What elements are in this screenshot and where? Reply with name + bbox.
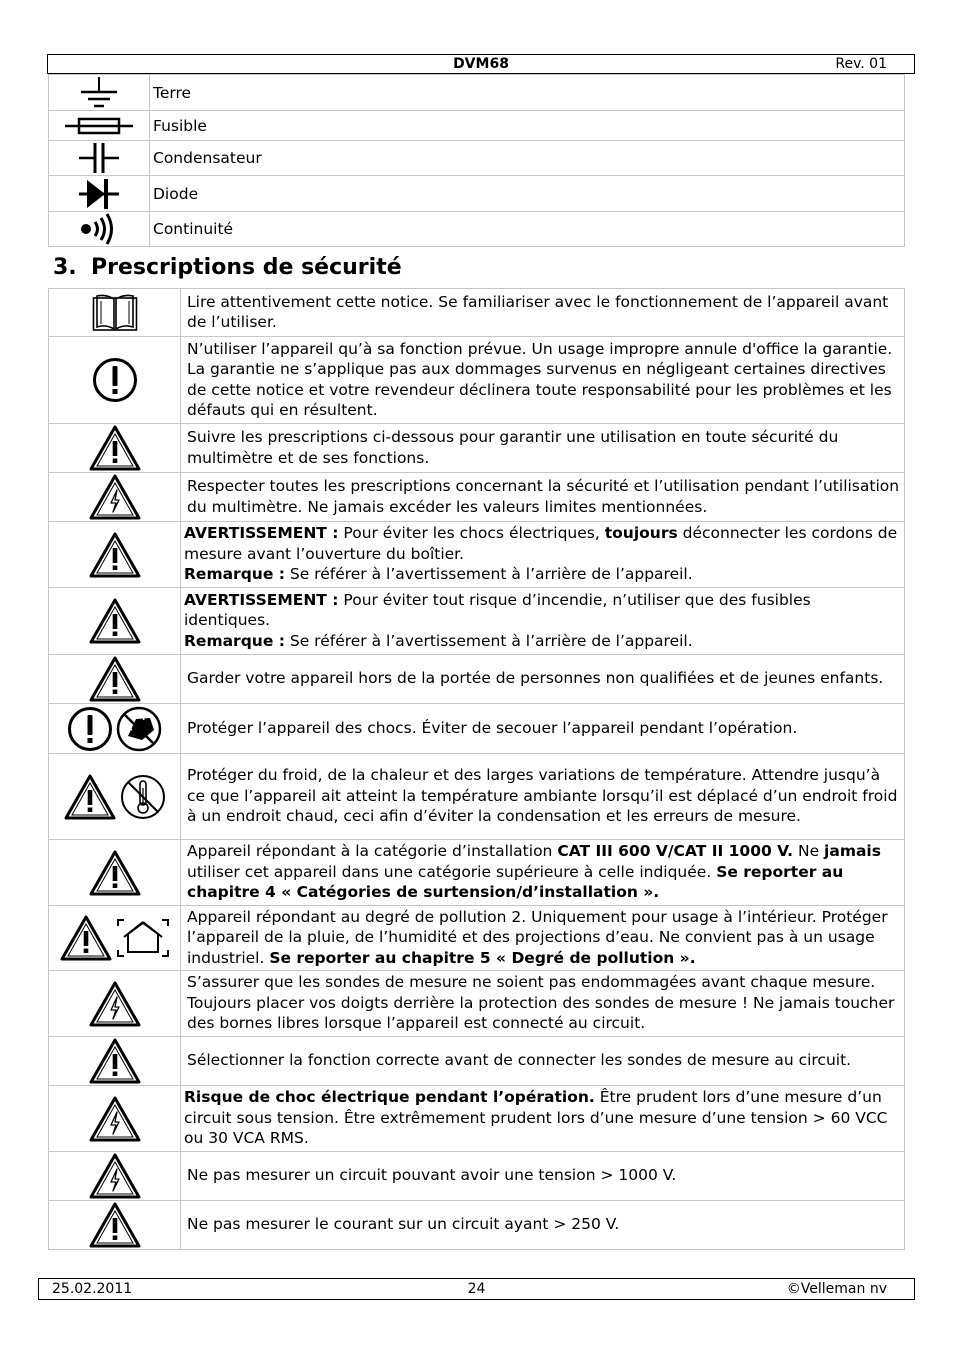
text-run: Appareil répondant au degré de pollution 2. Uniquement pour usage à l’intérieur. Protéger l’appareil de la pluie, de l’humidité et des projections d’eau. Ne convient pas à un usage industriel. xyxy=(187,907,888,967)
high-voltage-triangle-icon xyxy=(88,980,142,1028)
safety-icon-cell xyxy=(49,971,181,1037)
warning-triangle-icon xyxy=(88,531,142,579)
safety-icon-cell xyxy=(49,337,181,424)
symbol-label: Diode xyxy=(150,176,905,212)
exclamation-circle-icon xyxy=(92,357,138,403)
safety-text xyxy=(181,424,905,473)
capacitor-icon xyxy=(79,142,119,174)
safety-icon-cell xyxy=(49,1086,181,1152)
text-run: Garder votre appareil hors de la portée de personnes non qualifiées et de jeunes enfants. xyxy=(187,669,884,688)
text-run: Ne xyxy=(793,842,825,861)
safety-row xyxy=(49,1201,905,1250)
safety-text xyxy=(181,1086,905,1152)
continuity-icon xyxy=(79,212,119,246)
safety-icon-cell xyxy=(49,840,181,906)
warning-triangle-icon xyxy=(59,914,113,962)
page-header xyxy=(47,54,915,74)
text-run: Se référer à l’avertissement à l’arrière de l’appareil. xyxy=(284,631,693,650)
safety-icon-cell xyxy=(49,1152,181,1201)
safety-icon-cell xyxy=(49,1037,181,1086)
safety-row xyxy=(49,1152,905,1201)
bold-text: AVERTISSEMENT : xyxy=(184,590,339,609)
exclamation-circle-icon xyxy=(67,706,113,752)
text-run: utiliser cet appareil dans une catégorie supérieure à celle indiquée. xyxy=(187,862,717,881)
symbol-label: Fusible xyxy=(150,111,905,141)
text-run: Pour éviter tout risque d’incendie, n’utiliser que des fusibles identiques. xyxy=(184,590,811,630)
safety-icon-cell xyxy=(49,289,181,337)
safety-text xyxy=(181,588,905,655)
symbol-icon-cell xyxy=(49,111,150,141)
safety-row xyxy=(49,704,905,754)
bold-text: toujours xyxy=(604,524,678,543)
diode-icon xyxy=(79,177,119,211)
safety-text xyxy=(181,473,905,522)
text-run: N’utiliser l’appareil qu’à sa fonction prévue. Un usage impropre annule d'office la garantie. La garantie ne s’applique pas aux dommages survenus en négligeant certaines directives de cette notice et votre revendeur déclinera toute responsabilité pour les problèmes et les défauts qui en résultent. xyxy=(187,339,893,419)
text-run: Sélectionner la fonction correcte avant de connecter les sondes de mesure au circuit. xyxy=(187,1051,852,1070)
safety-row xyxy=(49,906,905,971)
symbol-icon-cell xyxy=(49,141,150,176)
safety-row xyxy=(49,1086,905,1152)
safety-row xyxy=(49,1037,905,1086)
safety-text xyxy=(181,971,905,1037)
safety-table xyxy=(48,288,905,1250)
text-run: Être prudent lors d’une mesure d’un circuit sous tension. Être extrêmement prudent lors d’une mesure d’une tension > 60 VCC ou 30 VCA RMS. xyxy=(184,1088,888,1148)
high-voltage-triangle-icon xyxy=(88,473,142,521)
safety-icon-cell xyxy=(49,1201,181,1250)
symbol-row xyxy=(49,141,905,176)
safety-text xyxy=(181,1201,905,1250)
bold-text: AVERTISSEMENT : xyxy=(184,524,339,543)
safety-icon-cell xyxy=(49,473,181,522)
safety-row xyxy=(49,840,905,906)
safety-icon-cell xyxy=(49,588,181,655)
safety-icon-cell xyxy=(49,424,181,473)
safety-text xyxy=(181,704,905,754)
safety-text xyxy=(181,1037,905,1086)
text-run: Protéger du froid, de la chaleur et des larges variations de température. Attendre jusqu’à ce que l’appareil ait atteint la température ambiante lorsqu’il est déplacé d’un endroit froid à un endroit chaud, ceci afin d’éviter la condensation et les erreurs de mesure. xyxy=(187,766,898,826)
text-run: Se référer à l’avertissement à l’arrière de l’appareil. xyxy=(284,565,693,584)
text-run: Lire attentivement cette notice. Se familiariser avec le fonctionnement de l’appareil avant de l’utiliser. xyxy=(187,292,889,331)
symbol-icon-cell xyxy=(49,212,150,247)
high-voltage-triangle-icon xyxy=(88,1095,142,1143)
symbol-icon-cell xyxy=(49,176,150,212)
safety-row xyxy=(49,588,905,655)
safety-row xyxy=(49,971,905,1037)
text-run: Ne pas mesurer le courant sur un circuit ayant > 250 V. xyxy=(187,1215,620,1234)
text-run: Respecter toutes les prescriptions concernant la sécurité et l’utilisation pendant l’utilisation du multimètre. Ne jamais excéder les valeurs limites mentionnées. xyxy=(187,477,900,516)
bold-text: Se reporter au chapitre 4 « Catégories de surtension/d’installation ». xyxy=(187,862,844,902)
safety-row xyxy=(49,522,905,588)
safety-icon-cell xyxy=(49,655,181,704)
symbol-label: Terre xyxy=(150,75,905,111)
section-title: Prescriptions de sécurité xyxy=(91,255,402,280)
safety-text xyxy=(181,655,905,704)
safety-text xyxy=(181,840,905,906)
section-number: 3. xyxy=(53,255,77,280)
no-temperature-icon xyxy=(120,774,166,820)
bold-text: Remarque : xyxy=(184,631,285,650)
safety-icon-cell xyxy=(49,522,181,588)
safety-text xyxy=(181,522,905,588)
warning-triangle-icon xyxy=(88,849,142,897)
text-run: déconnecter les cordons de mesure avant l’ouverture du boîtier. xyxy=(184,524,898,563)
safety-row xyxy=(49,424,905,473)
safety-text xyxy=(181,754,905,840)
safety-row xyxy=(49,655,905,704)
safety-row xyxy=(49,754,905,840)
document-title: DVM68 xyxy=(453,56,509,72)
safety-text xyxy=(181,337,905,424)
warning-triangle-icon xyxy=(88,1037,142,1085)
symbol-label: Condensateur xyxy=(150,141,905,176)
symbols-table xyxy=(48,74,905,247)
revision-label: Rev. 01 xyxy=(835,56,887,72)
symbol-row xyxy=(49,111,905,141)
section-heading xyxy=(53,254,402,282)
footer-date: 25.02.2011 xyxy=(52,1281,133,1297)
manual-book-icon xyxy=(92,294,138,332)
safety-icon-cell xyxy=(49,704,181,754)
safety-text xyxy=(181,289,905,337)
safety-text xyxy=(181,1152,905,1201)
warning-triangle-icon xyxy=(88,424,142,472)
warning-triangle-icon xyxy=(88,1201,142,1249)
symbol-row xyxy=(49,176,905,212)
safety-text xyxy=(181,906,905,971)
symbol-row xyxy=(49,212,905,247)
text-run: S’assurer que les sondes de mesure ne soient pas endommagées avant chaque mesure. Toujours placer vos doigts derrière la protection des sondes de mesure ! Ne jamais toucher des bornes libres lorsque l’appareil est connecté au circuit. xyxy=(187,973,895,1033)
text-run: Ne pas mesurer un circuit pouvant avoir une tension > 1000 V. xyxy=(187,1166,677,1185)
bold-text: Se reporter au chapitre 5 « Degré de pollution ». xyxy=(269,948,696,967)
safety-row xyxy=(49,289,905,337)
safety-icon-cell xyxy=(49,906,181,971)
footer-copyright: ©Velleman nv xyxy=(786,1281,887,1297)
text-run: Pour éviter les chocs électriques, xyxy=(338,524,605,543)
earth-ground-icon xyxy=(79,77,119,109)
text-run: Suivre les prescriptions ci-dessous pour garantir une utilisation en toute sécurité du multimètre et de ses fonctions. xyxy=(187,428,839,467)
symbol-icon-cell xyxy=(49,75,150,111)
safety-icon-cell xyxy=(49,754,181,840)
fuse-icon xyxy=(65,114,133,138)
no-shock-icon xyxy=(116,706,162,752)
bold-text: Remarque : xyxy=(184,565,285,584)
safety-row xyxy=(49,473,905,522)
safety-row xyxy=(49,337,905,424)
indoor-house-icon xyxy=(116,918,170,958)
warning-triangle-icon xyxy=(88,655,142,703)
symbol-label: Continuité xyxy=(150,212,905,247)
text-run: Appareil répondant à la catégorie d’installation xyxy=(187,842,558,861)
bold-text: jamais xyxy=(824,842,881,861)
symbol-row xyxy=(49,75,905,111)
bold-text: Risque de choc électrique pendant l’opération. xyxy=(184,1088,595,1107)
page-footer xyxy=(38,1278,915,1300)
warning-triangle-icon xyxy=(88,597,142,645)
text-run: Protéger l’appareil des chocs. Éviter de secouer l’appareil pendant l’opération. xyxy=(187,718,798,737)
bold-text: CAT III 600 V/CAT II 1000 V. xyxy=(557,842,794,861)
page-number: 24 xyxy=(467,1281,486,1297)
high-voltage-triangle-icon xyxy=(88,1152,142,1200)
warning-triangle-icon xyxy=(63,773,117,821)
